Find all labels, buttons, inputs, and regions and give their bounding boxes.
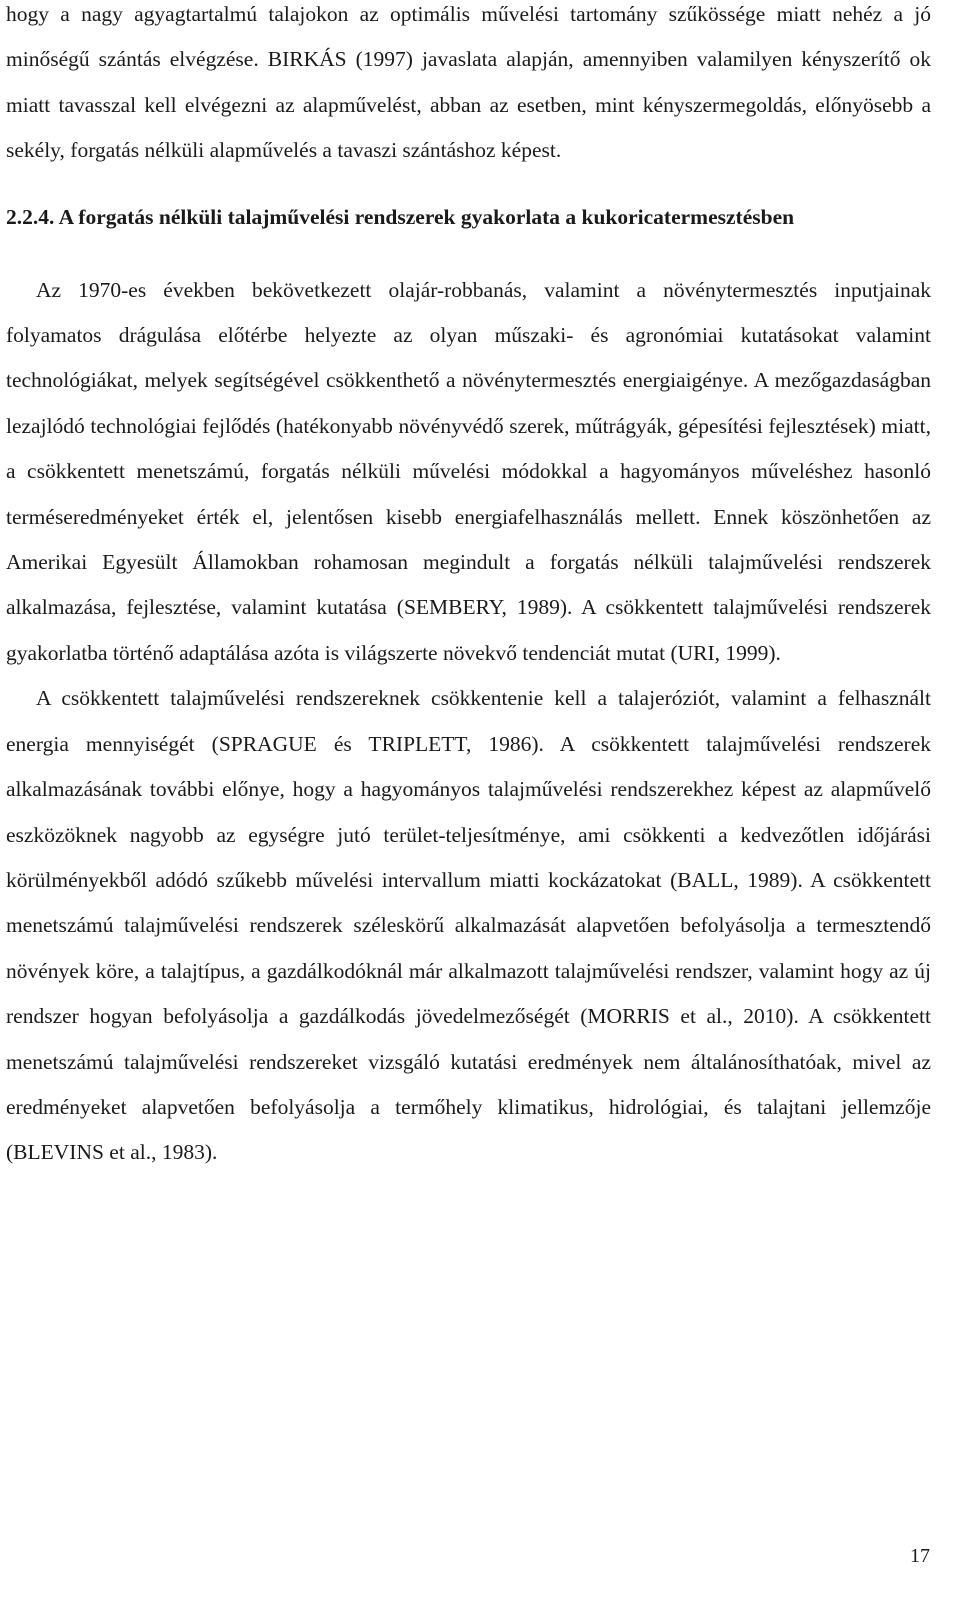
document-page — [6, 0, 931, 1176]
page-number: 17 — [910, 1545, 930, 1567]
body-paragraph-2: A csökkentett talajművelési rendszereknek csökkentenie kell a talajeróziót, valamint a felhasznált energia mennyiségét (SPRAGUE és TRIPLETT, 1986). A csökkentett talajművelési rendszerek alkalmazásának további előnye, hogy a hagyományos talajművelési rendszerekhez képest az alapművelő eszközöknek nagyobb az egységre jutó terület-teljesítménye, ami csökkenti a kedvezőtlen időjárási körülményekből adódó szűkebb művelési intervallum miatti kockázatokat (BALL, 1989). A csökkentett menetszámú talajművelési rendszerek széleskörű alkalmazását alapvetően befolyásolja a termesztendő növények köre, a talajtípus, a gazdálkodóknál már alkalmazott talajművelési rendszer, valamint hogy az új rendszer hogyan befolyásolja a gazdálkodás jövedelmezőségét (MORRIS et al., 2010). A csökkentett menetszámú talajművelési rendszereket vizsgáló kutatási eredmények nem általánosíthatóak, mivel az eredményeket alapvetően befolyásolja a termőhely klimatikus, hidrológiai, és talajtani jellemzője (BLEVINS et al., 1983). — [6, 686, 931, 1165]
section-heading: 2.2.4. A forgatás nélküli talajművelési rendszerek gyakorlata a kukoricatermesztésben — [6, 204, 795, 229]
intro-paragraph: hogy a nagy agyagtartalmú talajokon az optimális művelési tartomány szűkössége miatt nehéz a jó minőségű szántás elvégzése. BIRKÁS (1997) javaslata alapján, amennyiben valamilyen kényszerítő ok miatt tavasszal kell elvégezni az alapművelést, abban az esetben, mint kényszermegoldás, előnyösebb a sekély, forgatás nélküli alapművelés a tavaszi szántáshoz képest. — [6, 2, 931, 163]
body-paragraph-1: Az 1970-es években bekövetkezett olajár-robbanás, valamint a növénytermesztés inputjainak folyamatos drágulása előtérbe helyezte az olyan műszaki- és agronómiai kutatásokat valamint technológiákat, melyek segítségével csökkenthető a növénytermesztés energiaigénye. A mezőgazdaságban lezajlódó technológiai fejlődés (hatékonyabb növényvédő szerek, műtrágyák, gépesítési fejlesztések) miatt, a csökkentett menetszámú, forgatás nélküli művelési módokkal a hagyományos műveléshez hasonló terméseredményeket érték el, jelentősen kisebb energiafelhasználás mellett. Ennek köszönhetően az Amerikai Egyesült Államokban rohamosan megindult a forgatás nélküli talajművelési rendszerek alkalmazása, fejlesztése, valamint kutatása (SEMBERY, 1989). A csökkentett talajművelési rendszerek gyakorlatba történő adaptálása azóta is világszerte növekvő tendenciát mutat (URI, 1999). — [6, 277, 931, 665]
